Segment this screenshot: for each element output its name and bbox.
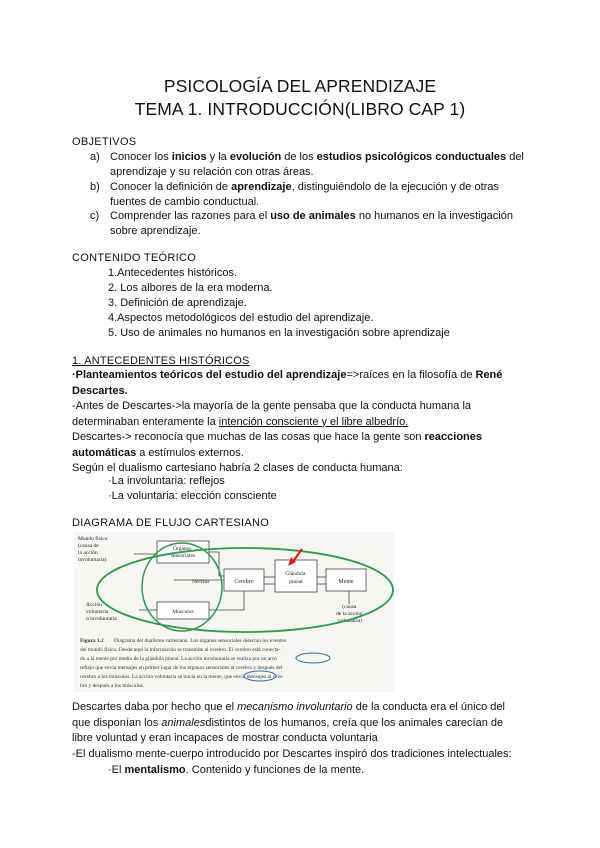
document-title: PSICOLOGÍA DEL APRENDIZAJE	[163, 76, 437, 96]
document-subtitle: TEMA 1. INTRODUCCIÓN(LIBRO CAP 1)	[134, 99, 466, 119]
conducta-involuntaria: ·La involuntaria: reflejos	[108, 475, 225, 487]
figure-caption: Figura 1.2 Diagrama del dualismo cartesiano. Los órganos sensoriales detectan los eventos del mundo físico. Desde aquí la información se transmite al cerebro. El cerebro está conecta- do a la mente por medio de la glándula pineal. La acción involuntaria se realiza por un arco reflejo que envía mensajes en primer lugar de los órganos sensoriales al cerebro y después del cerebro a los músculos. La acción voluntaria se inicia en la mente, que envía mensajes al cere- bro y después a los músculos.	[80, 638, 287, 689]
objetivo-text: Conocer los inicios y la evolución de los estudios psicológicos conductuales del aprendizaje y su relación con otras áreas.	[110, 151, 524, 178]
organos-label: Órganos sensoriales	[170, 546, 196, 559]
musculos-label: Músculos	[172, 609, 194, 615]
objetivos-heading: OBJETIVOS	[72, 136, 137, 148]
mundo-label: Mundo físico (causa de la acción involuntaria)	[78, 536, 108, 563]
objetivo-text: Comprender las razones para el uso de animales no humanos en la investigación sobre aprendizaje.	[110, 210, 513, 237]
mente-label: Mente	[338, 579, 354, 585]
contenido-item: 2. Los albores de la era moderna.	[108, 282, 273, 294]
cartesian-flow-diagram	[74, 532, 394, 692]
list-marker: c)	[90, 210, 100, 222]
glandula-label: Glándula pineal	[285, 571, 306, 585]
objetivo-text: Conocer la definición de aprendizaje, distinguiéndolo de la ejecución y de otras fuentes de cambio conductual.	[110, 181, 499, 208]
conducta-voluntaria: ·La voluntaria: elección consciente	[108, 490, 277, 502]
contenido-heading: CONTENIDO TEÓRICO	[72, 252, 197, 264]
contenido-item: 3. Definición de aprendizaje.	[108, 297, 247, 309]
nervios-label: Nervios	[192, 579, 210, 585]
antecedentes-body: ·Planteamientos teóricos del estudio del aprendizaje=>raíces en la filosofía de René Descartes. -Antes de Descartes->la mayoría de la gente pensaba que la conducta humana la determinaban enteramente la intención consciente y el libre albedrío. Descartes-> reconocía que muchas de las cosas que hace la gente son reacciones automáticas a estímulos externos. Según el dualismo cartesiano habría 2 clases de conducta humana:	[72, 369, 503, 474]
list-marker: b)	[90, 181, 100, 193]
antecedentes-heading: 1. ANTECEDENTES HISTÓRICOS	[72, 355, 250, 367]
contenido-item: 1.Antecedentes históricos.	[108, 267, 238, 279]
diagrama-heading: DIAGRAMA DE FLUJO CARTESIANO	[72, 517, 270, 529]
contenido-item: 5. Uso de animales no humanos en la investigación sobre aprendizaje	[108, 327, 450, 339]
mentalismo-line: ·El mentalismo. Contenido y funciones de la mente.	[108, 764, 365, 776]
cerebro-label: Cerebro	[234, 579, 254, 585]
contenido-item: 4.Aspectos metodológicos del estudio del aprendizaje.	[108, 312, 374, 324]
descartes-paragraph: Descartes daba por hecho que el mecanismo involuntario de la conducta era el único del que disponían los animalesdistintos de los humanos, creía que los animales carecían de libre voluntad y eran incapaces de mostrar conducta voluntaria -El dualismo mente-cuerpo introducido por Descartes inspiró dos tradiciones intelectuales:	[72, 701, 512, 760]
causa-voluntaria-label: (causa de la acción voluntaria)	[336, 604, 363, 624]
accion-label: Acción voluntaria o involuntaria	[86, 602, 117, 622]
list-marker: a)	[90, 151, 100, 163]
